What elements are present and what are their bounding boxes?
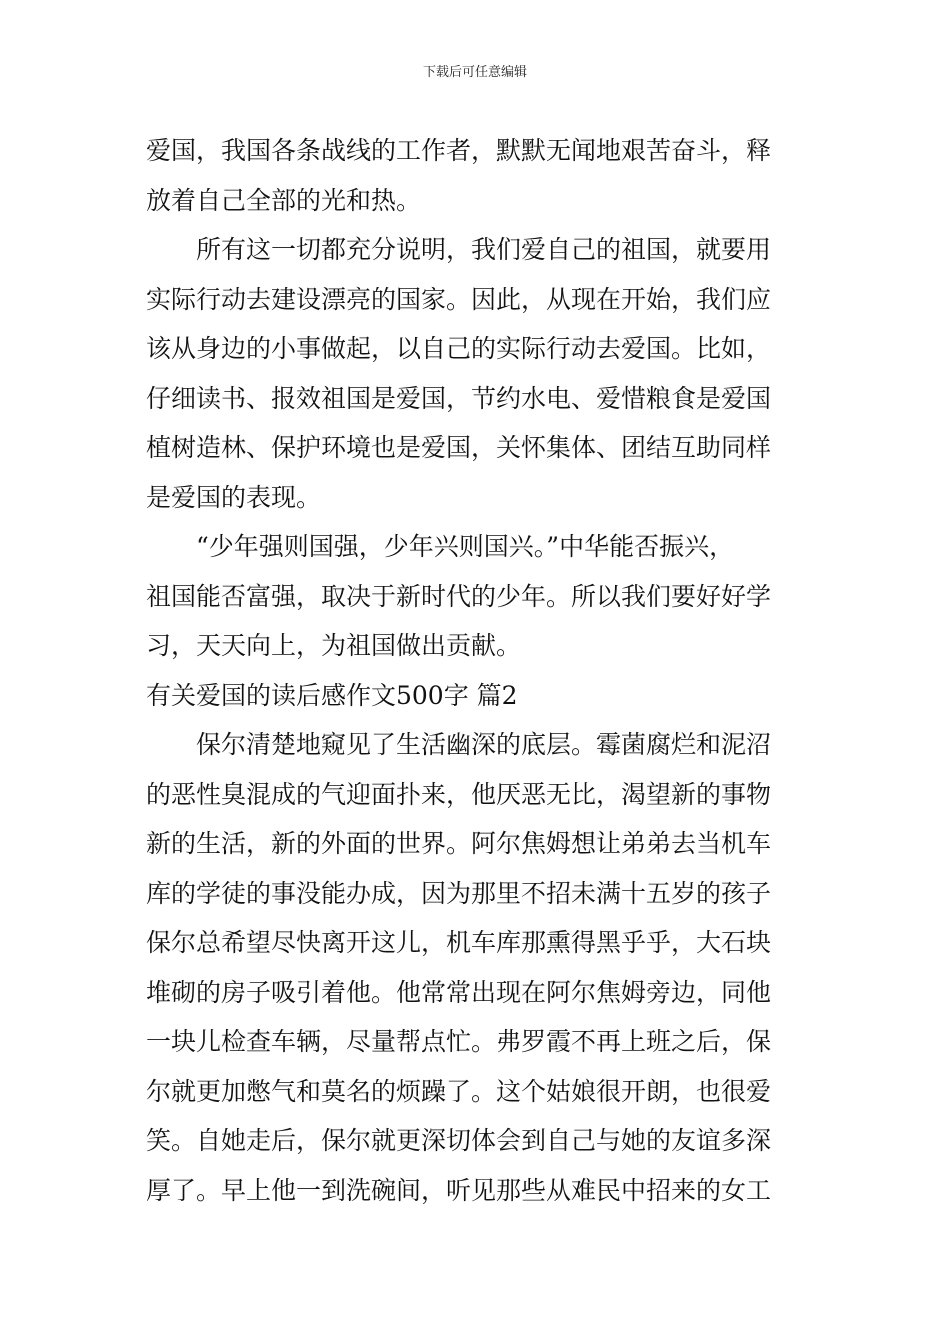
text-line: 是爱国的表现。	[146, 482, 322, 512]
text-line: 一块儿检查车辆，尽量帮点忙。弗罗霞不再上班之后，保	[146, 1027, 772, 1056]
text-line: 爱国，我国各条战线的工作者，默默无闻地艰苦奋斗，释	[146, 136, 772, 165]
text-line: 新的生活，新的外面的世界。阿尔焦姆想让弟弟去当机车	[146, 829, 772, 858]
text-line: 习，天天向上，为祖国做出贡献。	[146, 631, 522, 660]
text-line: 仔细读书、报效祖国是爱国，节约水电、爱惜粮食是爱国	[146, 383, 772, 413]
page-header: 下载后可任意编辑	[422, 65, 527, 80]
text-line: 笑。自她走后，保尔就更深切体会到自己与她的友谊多深	[146, 1126, 772, 1155]
text-line: 堆砌的房子吸引着他。他常常出现在阿尔焦姆旁边，同他	[146, 977, 772, 1007]
text-line: 厚了。早上他一到洗碗间，听见那些从难民中招来的女工	[146, 1175, 772, 1205]
text-line: 的恶性臭混成的气迎面扑来，他厌恶无比，渴望新的事物	[146, 779, 772, 809]
text-line: “少年强则国强，少年兴则国兴。”中华能否振兴，	[196, 532, 735, 561]
text-line: 尔就更加憋气和莫名的烦躁了。这个姑娘很开朗，也很爱	[146, 1076, 772, 1106]
text-line: 保尔总希望尽快离开这儿，机车库那熏得黑乎乎，大石块	[146, 928, 772, 957]
text-line: 保尔清楚地窥见了生活幽深的底层。霉菌腐烂和泥沼	[196, 730, 772, 759]
text-line: 植树造林、保护环境也是爱国，关怀集体、团结互助同样	[146, 433, 772, 462]
paragraph	[146, 126, 816, 225]
paragraph	[146, 522, 816, 671]
paragraph	[146, 225, 816, 522]
paragraph	[146, 720, 816, 1215]
text-line: 所有这一切都充分说明，我们爱自己的祖国，就要用	[196, 235, 772, 264]
text-line: 该从身边的小事做起，以自己的实际行动去爱国。比如，	[146, 334, 772, 363]
text-line: 库的学徒的事没能办成，因为那里不招未满十五岁的孩子	[146, 878, 772, 908]
section-heading: 有关爱国的读后感作文500字 篇2	[146, 680, 518, 710]
text-line: 实际行动去建设漂亮的国家。因此，从现在开始，我们应	[146, 284, 772, 314]
document-body	[146, 126, 816, 1215]
text-line: 放着自己全部的光和热。	[146, 185, 422, 215]
text-line: 祖国能否富强，取决于新时代的少年。所以我们要好好学	[146, 581, 772, 611]
